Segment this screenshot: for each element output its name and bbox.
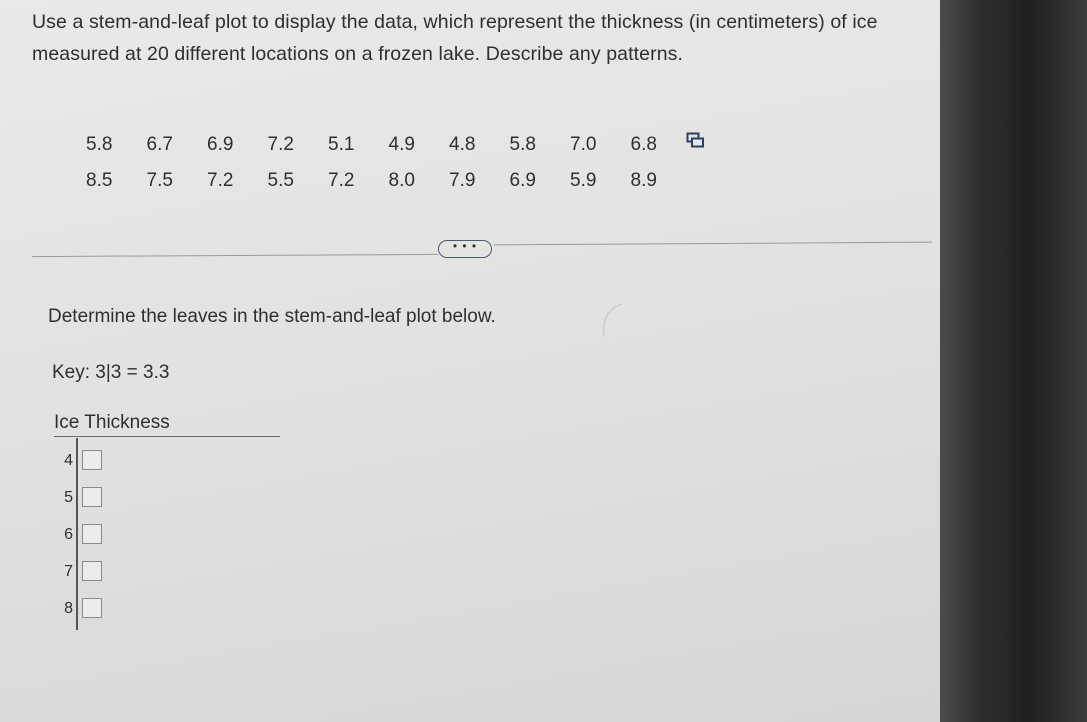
- section-divider: [494, 242, 932, 246]
- plot-key: Key: 3|3 = 3.3: [52, 362, 170, 383]
- stem-value: 7: [64, 563, 73, 580]
- question-text: Use a stem-and-leaf plot to display the data, which represent the thickness (in centimeters) of ice measured at 20 different locations on a frozen lake. Describe any patterns.: [32, 11, 878, 65]
- data-row-1: [86, 134, 691, 156]
- screen-edge: [940, 0, 1087, 722]
- data-value: 5.8: [509, 134, 536, 155]
- instruction-text: Determine the leaves in the stem-and-leaf plot below.: [48, 306, 496, 327]
- leaf-input-7[interactable]: [82, 561, 102, 581]
- leaf-input-8[interactable]: [82, 598, 102, 618]
- data-value: 6.9: [207, 134, 234, 155]
- data-value: 4.9: [388, 134, 415, 155]
- data-value: 4.8: [449, 134, 476, 155]
- stem-divider-line: [76, 438, 78, 630]
- data-value: 7.2: [328, 170, 355, 191]
- data-value: 5.1: [328, 134, 355, 155]
- data-value: 6.8: [630, 134, 657, 155]
- plot-title-underline: [54, 436, 280, 437]
- stem-value: 4: [64, 452, 73, 469]
- leaf-input-5[interactable]: [82, 487, 102, 507]
- stem-value: 6: [64, 526, 73, 543]
- data-value: 7.9: [449, 170, 476, 191]
- data-value: 7.2: [207, 170, 234, 191]
- data-value: 8.0: [388, 170, 415, 191]
- stray-mark: [596, 302, 626, 338]
- data-value: 8.5: [86, 170, 113, 191]
- copy-icon[interactable]: [686, 131, 704, 149]
- leaf-input-6[interactable]: [82, 524, 102, 544]
- section-divider: [32, 254, 438, 257]
- plot-title: Ice Thickness: [54, 412, 170, 433]
- data-value: 6.9: [509, 170, 536, 191]
- data-value: 5.9: [570, 170, 597, 191]
- data-value: 6.7: [146, 134, 173, 155]
- stem-value: 5: [64, 489, 73, 506]
- data-value: 5.8: [86, 134, 113, 155]
- data-value: 7.5: [146, 170, 173, 191]
- data-value: 5.5: [267, 170, 294, 191]
- expand-more-button[interactable]: • • •: [438, 240, 492, 258]
- data-value: 7.0: [570, 134, 597, 155]
- stem-value: 8: [64, 600, 73, 617]
- leaf-input-4[interactable]: [82, 450, 102, 470]
- data-value: 8.9: [630, 170, 657, 191]
- data-row-2: [86, 170, 691, 192]
- data-value: 7.2: [267, 134, 294, 155]
